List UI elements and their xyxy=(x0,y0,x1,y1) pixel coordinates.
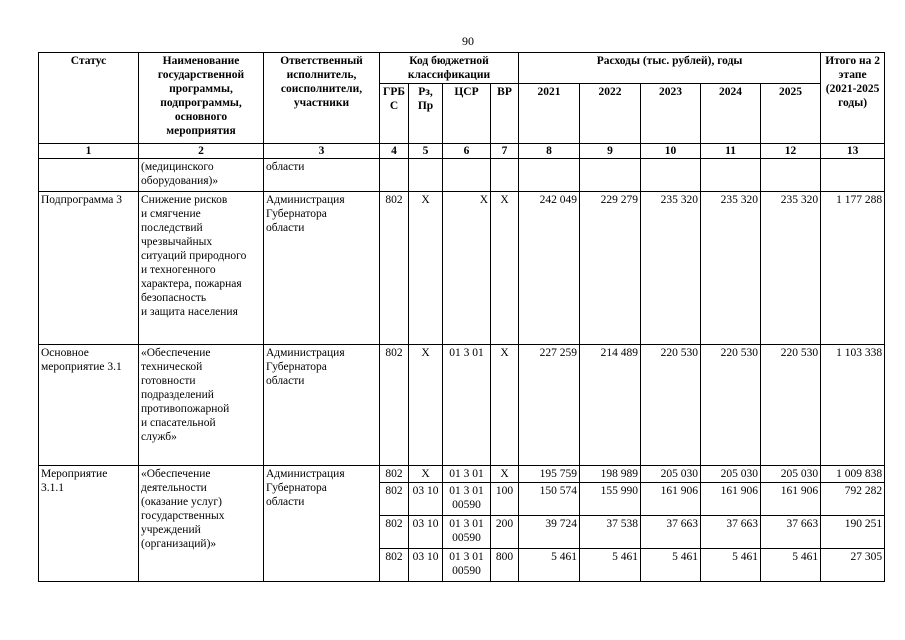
row-executor: Администрация Губернатора области xyxy=(264,192,380,345)
row-status: Подпрограмма 3 xyxy=(39,192,139,345)
value-total: 792 282 xyxy=(821,483,885,516)
csr-cell: 01 3 01 00590 xyxy=(443,516,491,549)
column-number: 4 xyxy=(380,144,409,159)
header-budget-code: Код бюджетной классификации xyxy=(380,53,519,84)
column-number: 1 xyxy=(39,144,139,159)
grbs-cell: 802 xyxy=(380,549,409,582)
value-total: 190 251 xyxy=(821,516,885,549)
table-row-activity-3-1-1 xyxy=(39,466,885,483)
rz-cell: Х xyxy=(409,192,443,345)
row-executor: Администрация Губернатора области xyxy=(264,466,380,582)
value-2024: 205 030 xyxy=(701,466,761,483)
value-total: 1 009 838 xyxy=(821,466,885,483)
page-number: 90 xyxy=(462,34,474,48)
value-2025: 37 663 xyxy=(761,516,821,549)
value-2021: 242 049 xyxy=(519,192,580,345)
column-numbers-row xyxy=(39,144,885,159)
header-csr: ЦСР xyxy=(443,84,491,144)
column-number: 10 xyxy=(641,144,701,159)
header-year-2022: 2022 xyxy=(580,84,641,144)
column-number: 11 xyxy=(701,144,761,159)
value-2021: 195 759 xyxy=(519,466,580,483)
value-2021: 39 724 xyxy=(519,516,580,549)
value-2024: 37 663 xyxy=(701,516,761,549)
value-total: 1 103 338 xyxy=(821,345,885,466)
value-2025: 220 530 xyxy=(761,345,821,466)
header-grbs: ГРБ С xyxy=(380,84,409,144)
row-status: Основное мероприятие 3.1 xyxy=(39,345,139,466)
value-2023: 205 030 xyxy=(641,466,701,483)
vr-cell: 100 xyxy=(491,483,519,516)
rz-cell: 03 10 xyxy=(409,549,443,582)
value-2023: 161 906 xyxy=(641,483,701,516)
value-2023: 37 663 xyxy=(641,516,701,549)
value-2022: 198 989 xyxy=(580,466,641,483)
csr-cell: 01 3 01 00590 xyxy=(443,549,491,582)
value-2024: 235 320 xyxy=(701,192,761,345)
value-2022: 5 461 xyxy=(580,549,641,582)
rz-cell: Х xyxy=(409,345,443,466)
csr-cell: 01 3 01 xyxy=(443,466,491,483)
value-2022: 37 538 xyxy=(580,516,641,549)
value-2025: 205 030 xyxy=(761,466,821,483)
grbs-cell: 802 xyxy=(380,345,409,466)
table-row-main-activity-3-1 xyxy=(39,345,885,466)
grbs-cell: 802 xyxy=(380,192,409,345)
column-number: 6 xyxy=(443,144,491,159)
value-2021: 5 461 xyxy=(519,549,580,582)
header-vr: ВР xyxy=(491,84,519,144)
value-2024: 161 906 xyxy=(701,483,761,516)
column-number: 7 xyxy=(491,144,519,159)
column-number: 5 xyxy=(409,144,443,159)
column-number: 13 xyxy=(821,144,885,159)
rz-cell: 03 10 xyxy=(409,516,443,549)
value-2024: 220 530 xyxy=(701,345,761,466)
header-executor: Ответственный исполнитель, соисполнители, участники xyxy=(264,53,380,144)
rz-cell: Х xyxy=(409,466,443,483)
grbs-cell: 802 xyxy=(380,466,409,483)
value-total: 27 305 xyxy=(821,549,885,582)
vr-cell: 200 xyxy=(491,516,519,549)
header-year-2024: 2024 xyxy=(701,84,761,144)
header-year-2025: 2025 xyxy=(761,84,821,144)
value-2022: 229 279 xyxy=(580,192,641,345)
header-rz-pr: Рз, Пр xyxy=(409,84,443,144)
header-total: Итого на 2 этапе (2021-2025 годы) xyxy=(821,53,885,144)
csr-cell: 01 3 01 xyxy=(443,345,491,466)
value-2022: 214 489 xyxy=(580,345,641,466)
column-number: 3 xyxy=(264,144,380,159)
table-row-continuation xyxy=(39,159,885,192)
value-total: 1 177 288 xyxy=(821,192,885,345)
header-status: Статус xyxy=(39,53,139,144)
column-number: 2 xyxy=(139,144,264,159)
rz-cell: 03 10 xyxy=(409,483,443,516)
value-2023: 235 320 xyxy=(641,192,701,345)
row-status: Мероприятие 3.1.1 xyxy=(39,466,139,582)
csr-cell: 01 3 01 00590 xyxy=(443,483,491,516)
header-row-1 xyxy=(39,53,885,84)
value-2025: 235 320 xyxy=(761,192,821,345)
vr-cell: Х xyxy=(491,192,519,345)
value-2021: 150 574 xyxy=(519,483,580,516)
header-expenses: Расходы (тыс. рублей), годы xyxy=(519,53,821,84)
header-name: Наименование государственной программы, подпрограммы, основного мероприятия xyxy=(139,53,264,144)
header-year-2023: 2023 xyxy=(641,84,701,144)
row-name: Снижение рисков и смягчение последствий чрезвычайных ситуаций природного и техногенного характера, пожарная безопасность и защита населения xyxy=(139,192,264,345)
budget-table xyxy=(38,52,885,582)
value-2025: 161 906 xyxy=(761,483,821,516)
vr-cell: 800 xyxy=(491,549,519,582)
vr-cell: Х xyxy=(491,466,519,483)
value-2021: 227 259 xyxy=(519,345,580,466)
value-2023: 5 461 xyxy=(641,549,701,582)
row-name: «Обеспечение деятельности (оказание услуг) государственных учреждений (организаций)» xyxy=(139,466,264,582)
value-2024: 5 461 xyxy=(701,549,761,582)
column-number: 9 xyxy=(580,144,641,159)
vr-cell: Х xyxy=(491,345,519,466)
column-number: 12 xyxy=(761,144,821,159)
row-executor: Администрация Губернатора области xyxy=(264,345,380,466)
header-year-2021: 2021 xyxy=(519,84,580,144)
value-2025: 5 461 xyxy=(761,549,821,582)
table-row-subprogram-3 xyxy=(39,192,885,345)
value-2023: 220 530 xyxy=(641,345,701,466)
value-2022: 155 990 xyxy=(580,483,641,516)
grbs-cell: 802 xyxy=(380,516,409,549)
row-name: «Обеспечение технической готовности подразделений противопожарной и спасательной служб» xyxy=(139,345,264,466)
column-number: 8 xyxy=(519,144,580,159)
row-executor: области xyxy=(264,159,380,192)
row-name: (медицинского оборудования)» xyxy=(139,159,264,192)
grbs-cell: 802 xyxy=(380,483,409,516)
csr-cell: Х xyxy=(443,192,491,345)
